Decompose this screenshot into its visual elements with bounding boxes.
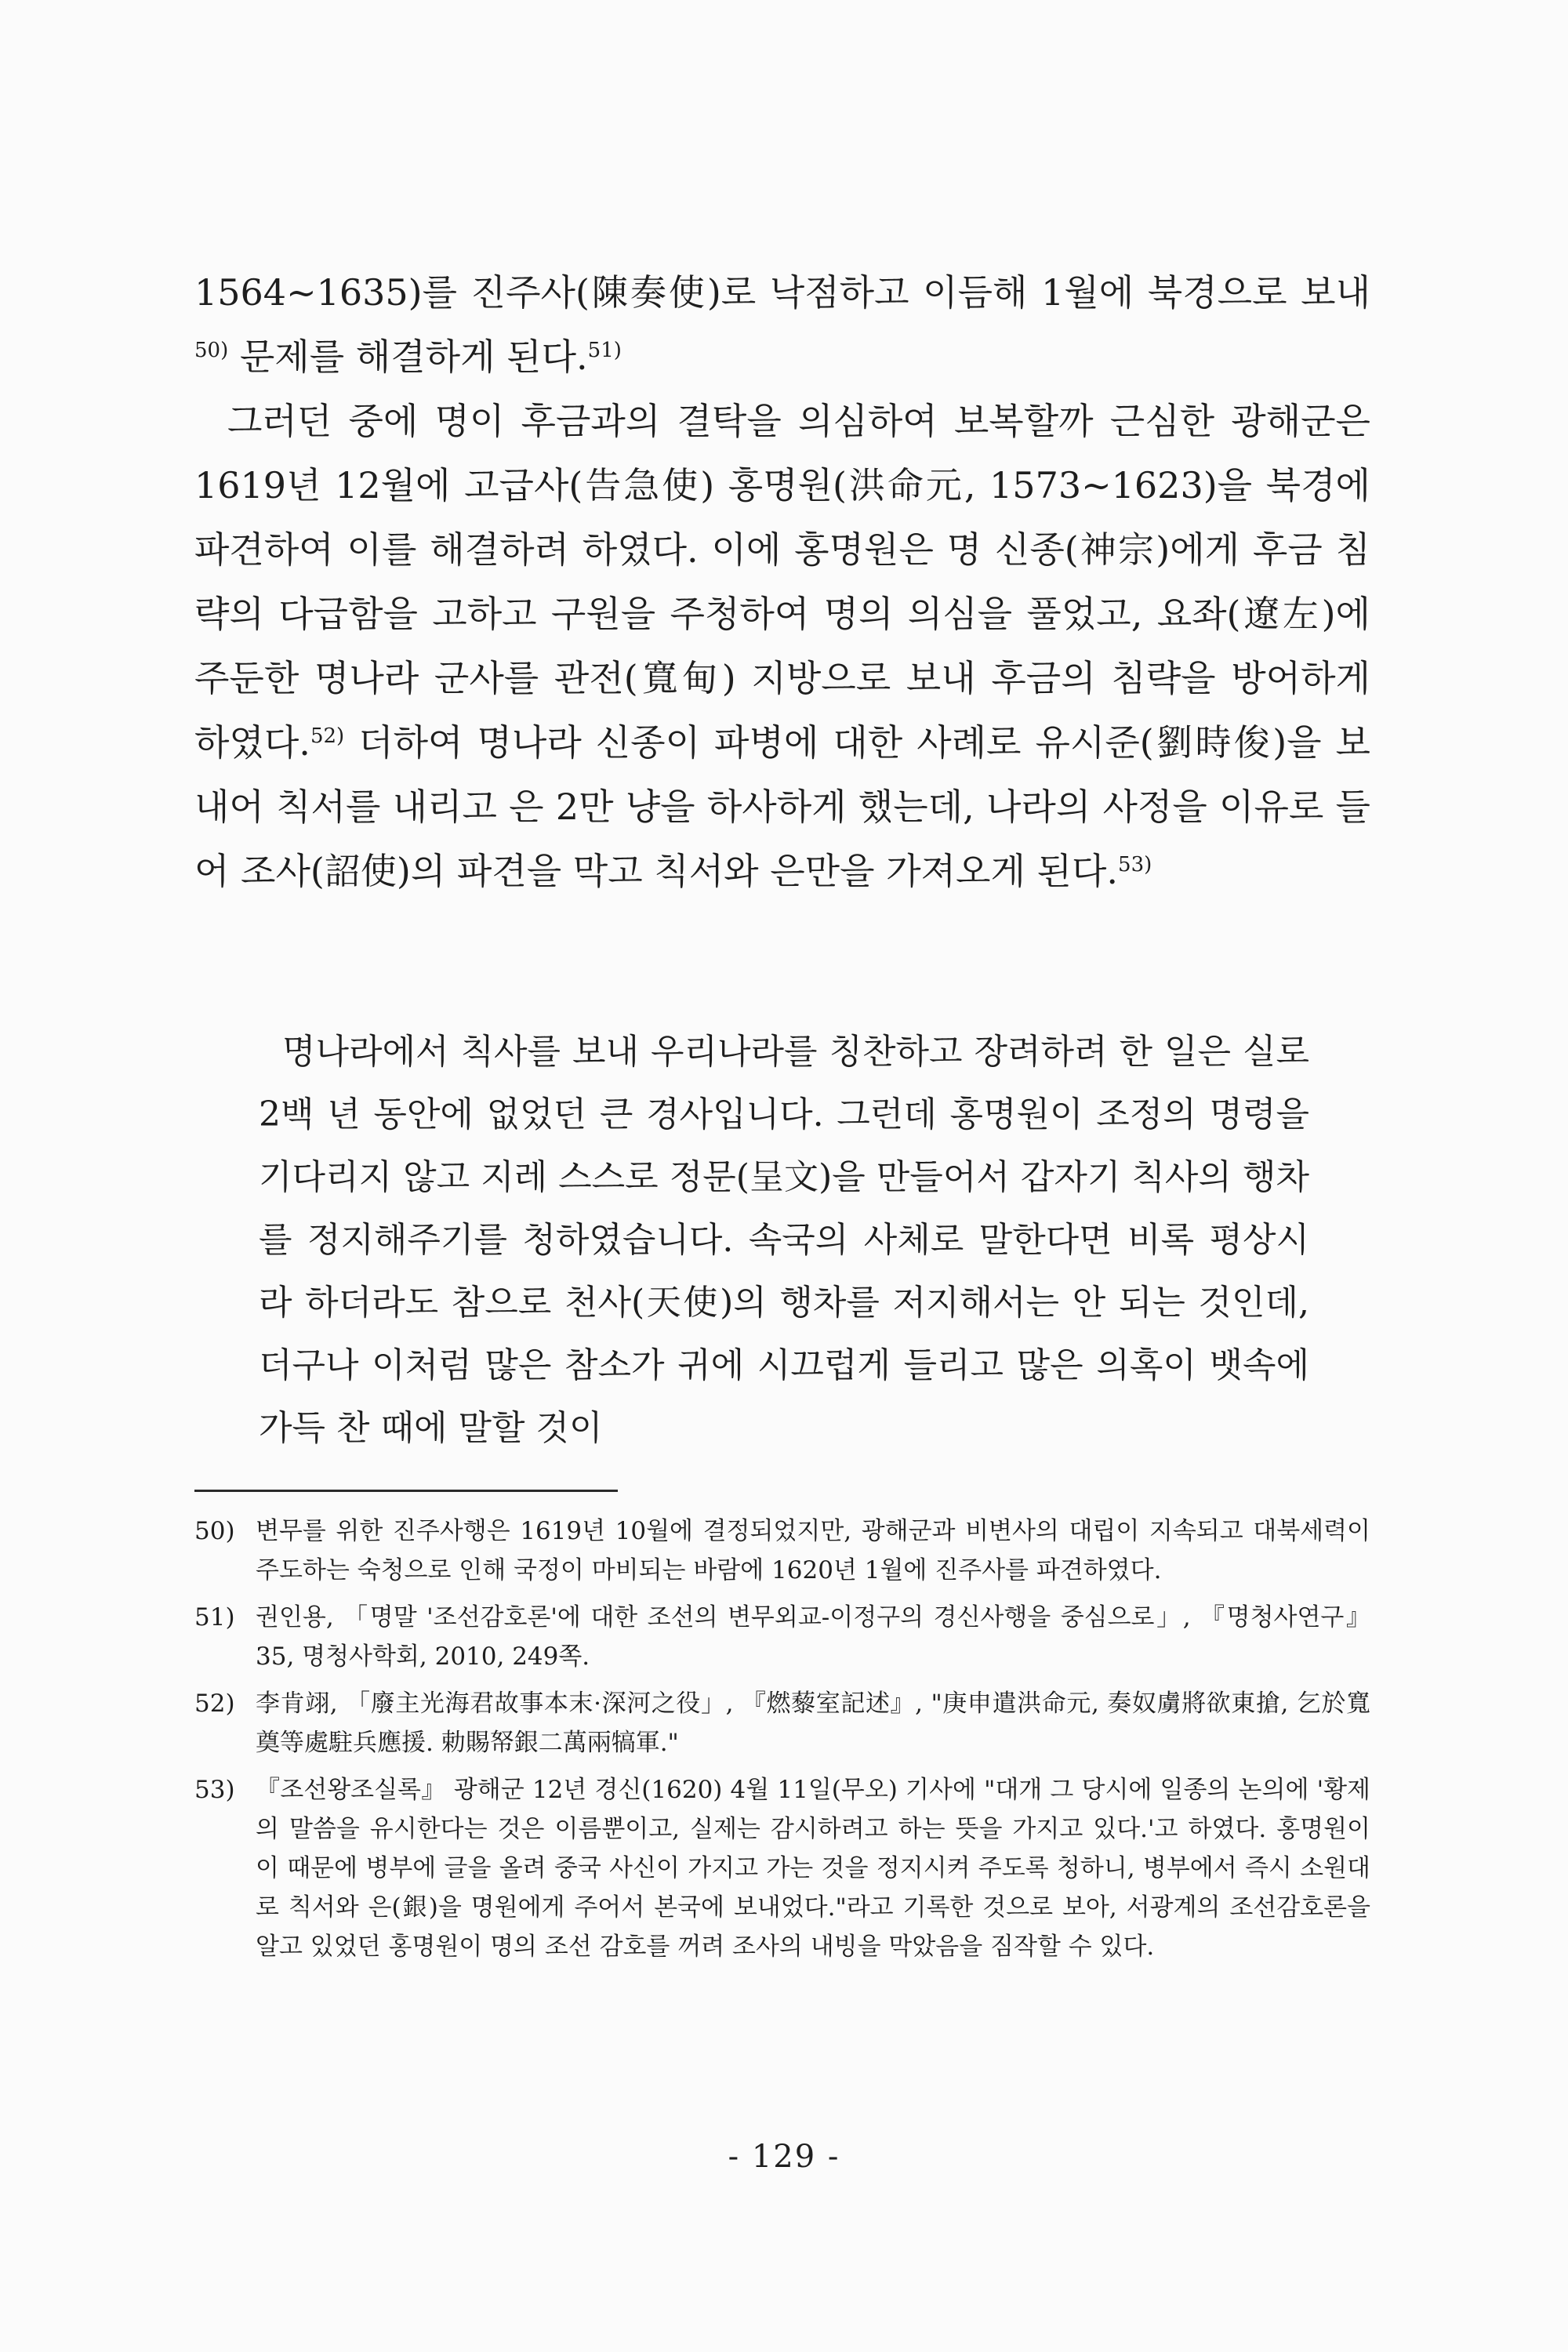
footnote-50 [194, 1512, 1370, 1590]
paragraph-1-text: 1564~1635)를 진주사(陳奏使)로 낙점하고 이듬해 1월에 북경으로 보내 [194, 271, 1370, 314]
footnote-number: 51) [194, 1603, 235, 1632]
footnote-number: 53) [194, 1776, 235, 1804]
footnote-divider [194, 1490, 618, 1492]
paragraph-2-text-1: 그러던 중에 명이 후금과의 결탁을 의심하여 보복할까 근심한 광해군은 1619년 12월에 고급사(告急使) 홍명원(洪命元, 1573~1623)을 북경에 파견하여 이를 해결하려 하였다. 이에 홍명원은 명 신종(神宗)에게 후금 침략의 다급함을 고하고 구원을 주청하여 명의 의심을 풀었고, 요좌(遼左)에 주둔한 명나라 군사를 관전(寬甸) 지방으로 보내 후금의 침략을 방어하게 하였다. [194, 400, 1370, 764]
footnote-number: 50) [194, 1517, 235, 1545]
footnote-number: 52) [194, 1690, 235, 1718]
body-paragraph-2 [194, 389, 1370, 903]
body-paragraph-1 [194, 260, 1370, 389]
footnote-text: 변무를 위한 진주사행은 1619년 10월에 결정되었지만, 광해군과 비변사의 대립이 지속되고 대북세력이 주도하는 숙청으로 인해 국정이 마비되는 바람에 1620년 1월에 진주사를 파견하였다. [256, 1517, 1370, 1584]
footnote-text: 권인용, 「명말 '조선감호론'에 대한 조선의 변무외교-이정구의 경신사행을 중심으로」, 『명청사연구』 35, 명청사학회, 2010, 249쪽. [256, 1603, 1370, 1671]
footnote-ref-51[interactable]: 51) [587, 339, 622, 362]
footnote-ref-52[interactable]: 52) [310, 724, 345, 748]
footnote-51 [194, 1598, 1370, 1676]
footnote-52 [194, 1684, 1370, 1762]
paragraph-2-text-2: 더하여 명나라 신종이 파병에 대한 사례로 유시준(劉時俊)을 보내어 칙서를 내리고 은 2만 냥을 하사하게 했는데, 나라의 사정을 이유로 들어 조사(詔使)의 파견을 막고 칙서와 은만을 가져오게 된다. [194, 721, 1370, 892]
footnote-ref-53[interactable]: 53) [1118, 853, 1152, 877]
footnote-ref-50[interactable]: 50) [194, 339, 229, 362]
page-number: - 129 - [728, 2139, 840, 2175]
block-quote: 명나라에서 칙사를 보내 우리나라를 칭찬하고 장려하려 한 일은 실로 2백 년 동안에 없었던 큰 경사입니다. 그런데 홍명원이 조정의 명령을 기다리지 않고 지레 스스로 정문(呈文)을 만들어서 갑자기 칙사의 행차를 정지해주기를 청하였습니다. 속국의 사체로 말한다면 비록 평상시라 하더라도 참으로 천사(天使)의 행차를 저지해서는 안 되는 것인데, 더구나 이처럼 많은 참소가 귀에 시끄럽게 들리고 많은 의혹이 뱃속에 가득 찬 때에 말할 것이 [259, 1032, 1309, 1448]
footnote-list [194, 1512, 1370, 1974]
footnote-text: 『조선왕조실록』 광해군 12년 경신(1620) 4월 11일(무오) 기사에 "대개 그 당시에 일종의 논의에 '황제의 말씀을 유시한다는 것은 이름뿐이고, 실제는 감시하려고 하는 뜻을 가지고 있다.'고 하였다. 홍명원이 이 때문에 병부에 글을 올려 중국 사신이 가지고 가는 것을 정지시켜 주도록 청하니, 병부에서 즉시 소원대로 칙서와 은(銀)을 명원에게 주어서 본국에 보내었다."라고 기록한 것으로 보아, 서광계의 조선감호론을 알고 있었던 홍명원이 명의 조선 감호를 꺼려 조사의 내빙을 막았음을 짐작할 수 있다. [256, 1776, 1370, 1961]
footnote-text: 李肯翊, 「廢主光海君故事本末·深河之役」, 『燃藜室記述』, "庚申遣洪命元, 奏奴虜將欲東搶, 乞於寬奠等處駐兵應援. 勅賜帑銀二萬兩犒軍." [256, 1690, 1370, 1757]
paragraph-1-text-2: 문제를 해결하게 된다. [228, 336, 588, 378]
footnote-53 [194, 1770, 1370, 1966]
